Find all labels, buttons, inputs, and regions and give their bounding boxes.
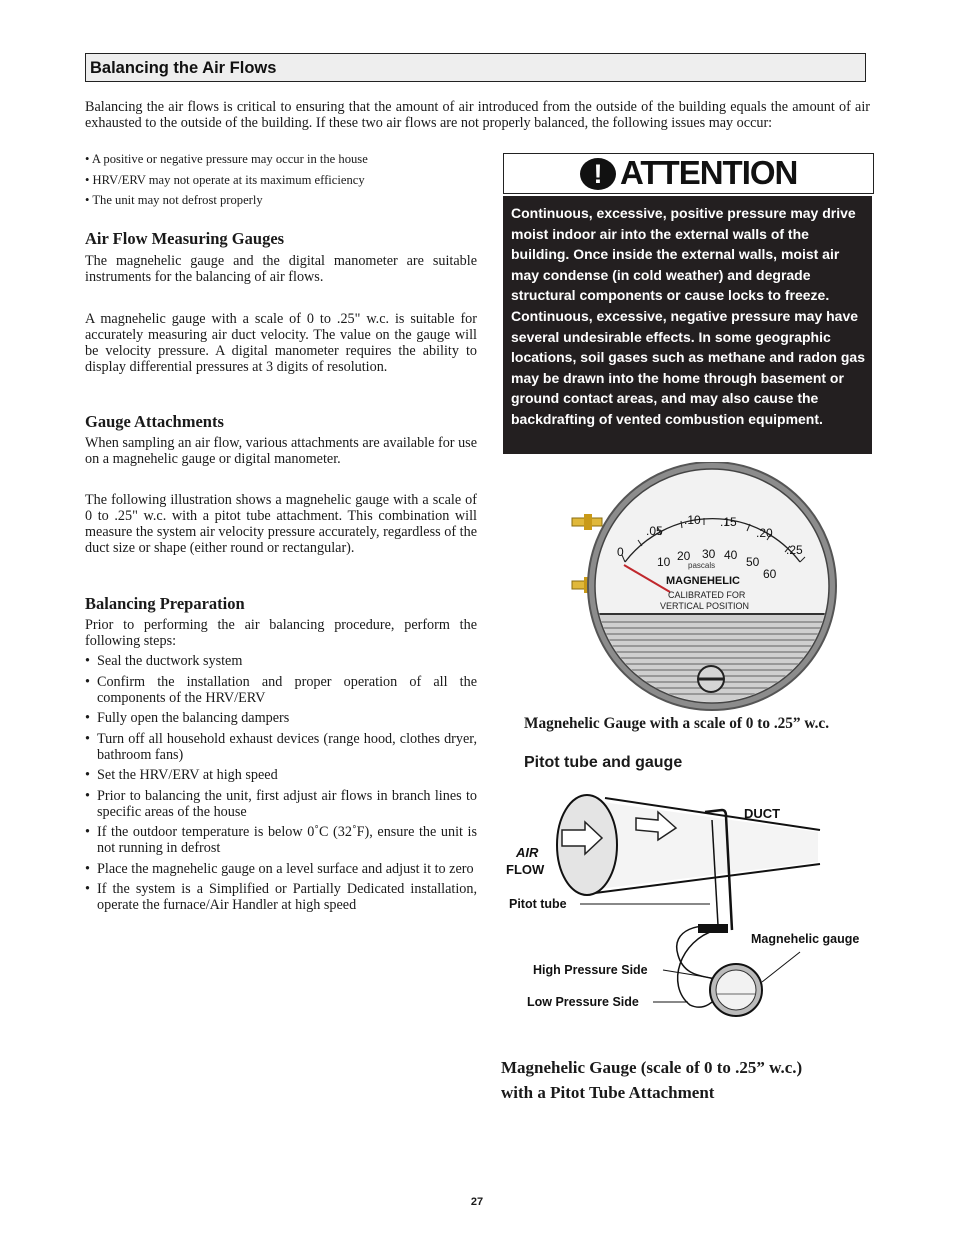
gauges-paragraph-2: A magnehelic gauge with a scale of 0 to .25" w.c. is suitable for accurately measuring air duct velocity. The value on the gauge will be velocity pressure. A digital manometer requires the ability to display differential pressures at 3 digits of resolution. xyxy=(85,311,477,375)
attention-title: ATTENTION xyxy=(620,154,798,191)
duct-label: DUCT xyxy=(744,806,781,821)
pitot-heading: Pitot tube and gauge xyxy=(524,754,683,771)
step-item: • Place the magnehelic gauge on a level surface and adjust it to zero xyxy=(85,861,477,877)
pitot-tube-label: Pitot tube xyxy=(509,897,567,911)
high-pressure-side-label: High Pressure Side xyxy=(533,963,648,977)
issue-item: • HRV/ERV may not operate at its maximum efficiency xyxy=(85,172,365,187)
scale-pa-label: 60 xyxy=(763,567,777,581)
gauges-paragraph-1: The magnehelic gauge and the digital manometer are suitable instruments for the balancing of air flows. xyxy=(85,253,477,285)
magnehelic-gauge-label: Magnehelic gauge xyxy=(751,932,860,946)
step-item: • Turn off all household exhaust devices (range hood, clothes dryer, bathroom fans) xyxy=(85,731,477,763)
low-pressure-side-label: Low Pressure Side xyxy=(527,995,639,1009)
gauges-heading: Air Flow Measuring Gauges xyxy=(85,229,285,248)
step-item: • Prior to balancing the unit, first adjust air flows in branch lines to specific areas of the house xyxy=(85,788,477,820)
preparation-heading: Balancing Preparation xyxy=(85,594,245,613)
scale-wc-label: .15 xyxy=(720,515,737,529)
calibration-label-1: CALIBRATED FOR xyxy=(668,590,746,600)
flow-label: FLOW xyxy=(506,862,545,877)
step-item: • Confirm the installation and proper operation of all the components of the HRV/ERV xyxy=(85,674,477,706)
step-item: • Set the HRV/ERV at high speed xyxy=(85,767,477,783)
scale-pa-label: 50 xyxy=(746,555,760,569)
preparation-intro: Prior to performing the air balancing procedure, perform the following steps: xyxy=(85,617,477,649)
pitot-caption-line-1: Magnehelic Gauge (scale of 0 to .25” w.c.) xyxy=(501,1058,803,1077)
section-title-bar xyxy=(85,53,866,82)
step-item: • Fully open the balancing dampers xyxy=(85,710,477,726)
section-title: Balancing the Air Flows xyxy=(90,59,277,77)
attachments-paragraph-2: The following illustration shows a magnehelic gauge with a scale of 0 to .25" w.c. with a pitot tube attachment. This combination will measure the system air velocity pressure accurately, regardless of the duct size or shape (either round or rectangular). xyxy=(85,492,477,556)
pitot-caption-line-2: with a Pitot Tube Attachment xyxy=(501,1083,715,1102)
scale-wc-label: .20 xyxy=(756,526,773,540)
issue-item: • A positive or negative pressure may occur in the house xyxy=(85,152,368,166)
scale-pa-label: 30 xyxy=(702,547,716,561)
calibration-label-2: VERTICAL POSITION xyxy=(660,601,750,611)
issue-item: • The unit may not defrost properly xyxy=(85,193,263,207)
brand-label: MAGNEHELIC xyxy=(666,575,740,587)
step-item: • If the system is a Simplified or Partially Dedicated installation, operate the furnace/Air Handler at high speed xyxy=(85,881,477,913)
air-label: AIR xyxy=(516,845,539,860)
scale-pa-label: 10 xyxy=(657,555,671,569)
scale-pa-label: 20 xyxy=(677,549,691,563)
intro-paragraph: Balancing the air flows is critical to ensuring that the amount of air introduced from the outside of the building equals the amount of air exhausted to the outside of the building. If these two air flows are not properly balanced, the following issues may occur: xyxy=(85,99,870,131)
scale-wc-label: .10 xyxy=(684,513,701,527)
pitot-tube-diagram xyxy=(500,780,880,1025)
attention-body: Continuous, excessive, positive pressure may drive moist indoor air into the external walls of the building. Once inside the external walls, moist air may condense (in cold weather) and degrade structural components or cause locks to freeze. Continuous, excessive, negative pressure may have several undesirable effects. In some geographic locations, soil gases such as methane and radon gas may be drawn into the home through basement or ground contact areas, and may also cause the backdrafting of vented combustion equipment. xyxy=(503,196,872,454)
scale-wc-label: 0 xyxy=(617,545,624,559)
scale-wc-label: .25 xyxy=(786,543,803,557)
magnehelic-gauge-illustration xyxy=(560,462,860,712)
page-number: 27 xyxy=(470,1196,484,1208)
attachments-heading: Gauge Attachments xyxy=(85,412,224,431)
attention-header xyxy=(503,153,874,194)
preparation-steps xyxy=(85,653,477,918)
scale-wc-label: .05 xyxy=(646,524,663,538)
exclamation-icon: ! xyxy=(580,158,616,190)
step-item: • If the outdoor temperature is below 0˚C (32˚F), ensure the unit is not running in defrost xyxy=(85,824,477,856)
gauge-caption: Magnehelic Gauge with a scale of 0 to .25” w.c. xyxy=(524,715,830,732)
step-item: • Seal the ductwork system xyxy=(85,653,477,669)
pascals-label: pascals xyxy=(688,561,716,570)
issues-list xyxy=(85,151,485,213)
scale-pa-label: 40 xyxy=(724,548,738,562)
attachments-paragraph-1: When sampling an air flow, various attachments are available for use on a magnehelic gauge or digital manometer. xyxy=(85,435,477,467)
